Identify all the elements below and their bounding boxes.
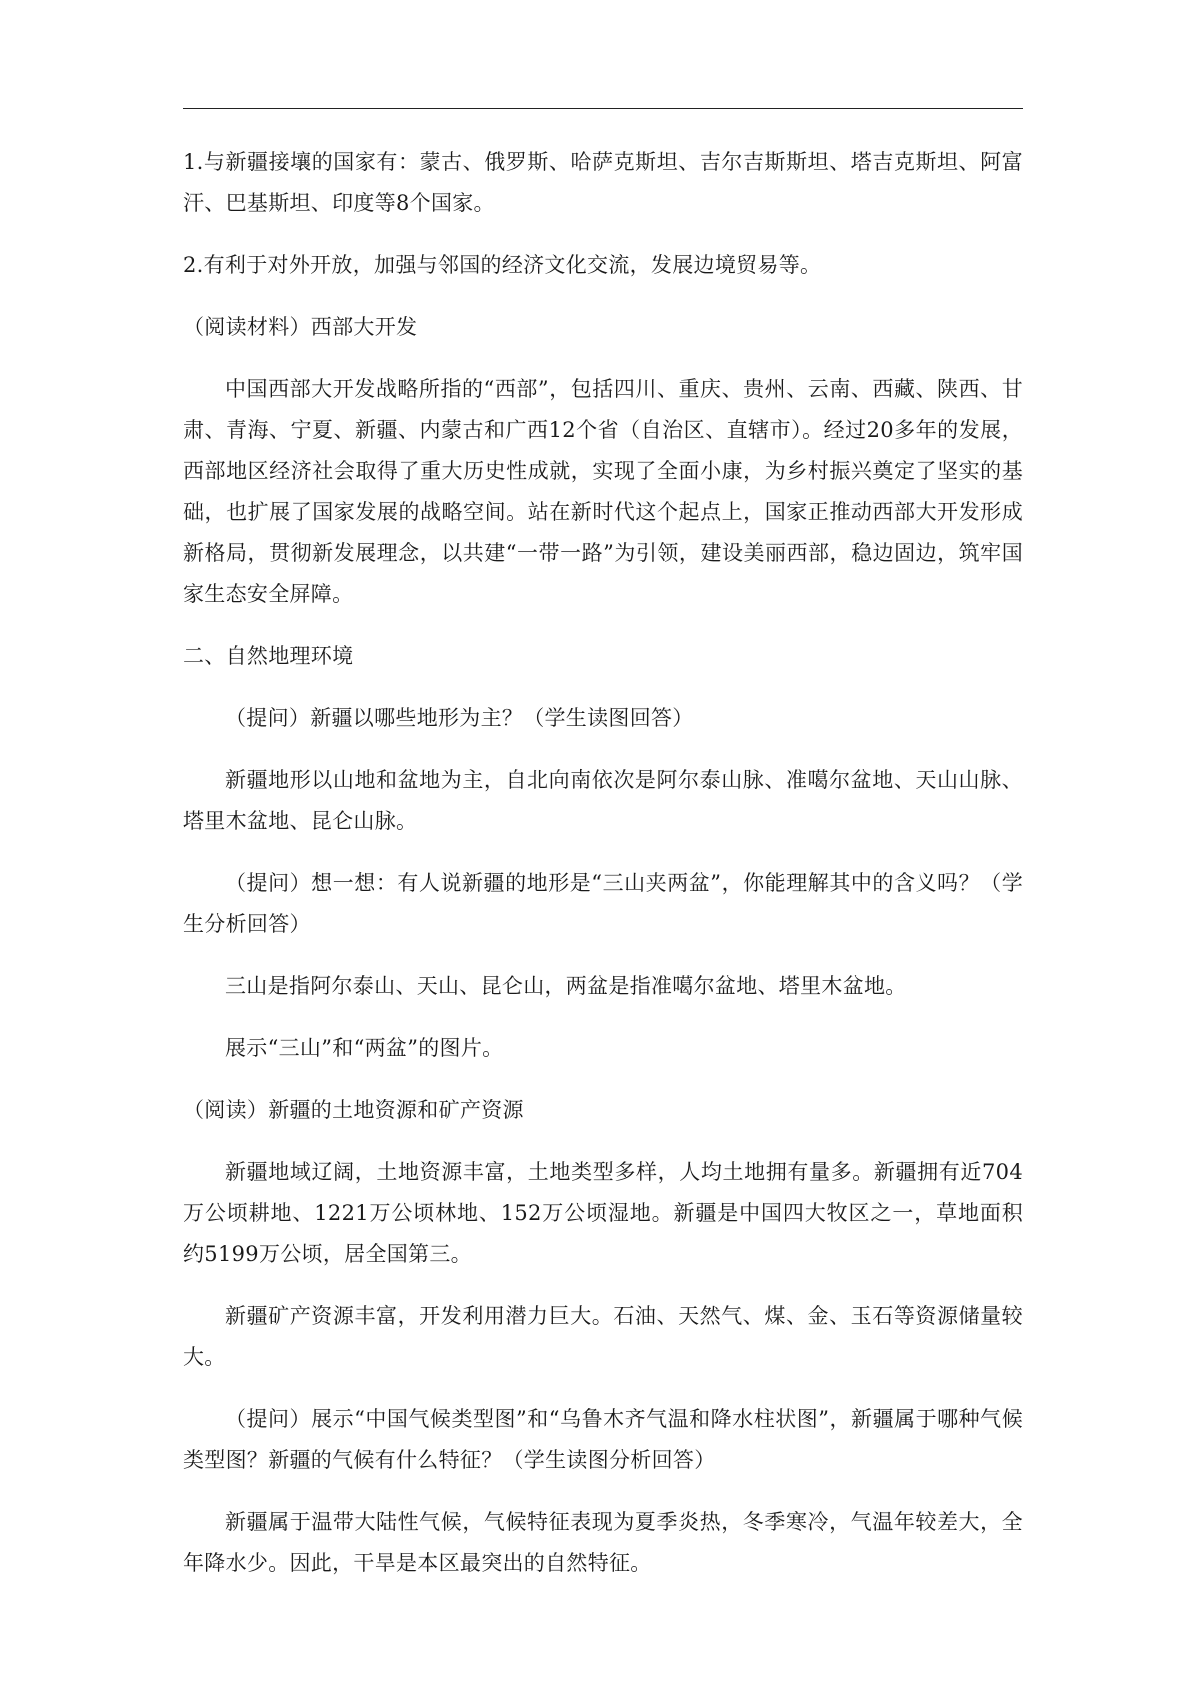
question-terrain: （提问）新疆以哪些地形为主？（学生读图回答） (225, 706, 694, 730)
reading-heading-resources: （阅读）新疆的土地资源和矿产资源 (183, 1098, 524, 1122)
answer-three-mountains: 三山是指阿尔泰山、天山、昆仑山，两盆是指准噶尔盆地、塔里木盆地。 (225, 974, 907, 998)
paragraph-land-resources: 新疆地域辽阔，土地资源丰富，土地类型多样，人均土地拥有量多。新疆拥有近704万公顷耕地、1221万公顷林地、152万公顷湿地。新疆是中国四大牧区之一，草地面积约5199万公顷，居全国第三。 (183, 1160, 1023, 1266)
question-three-mountains: （提问）想一想：有人说新疆的地形是“三山夹两盆”，你能理解其中的含义吗？（学生分析回答） (183, 871, 1023, 936)
paragraph-open-trade: 2.有利于对外开放，加强与邻国的经济文化交流，发展边境贸易等。 (183, 253, 822, 277)
section-heading-natural-geography: 二、自然地理环境 (183, 644, 354, 668)
answer-climate: 新疆属于温带大陆性气候，气候特征表现为夏季炎热，冬季寒冷，气温年较差大，全年降水少。因此，干旱是本区最突出的自然特征。 (183, 1510, 1023, 1575)
header-rule (183, 108, 1023, 109)
paragraph-neighbor-countries: 1.与新疆接壤的国家有：蒙古、俄罗斯、哈萨克斯坦、吉尔吉斯斯坦、塔吉克斯坦、阿富汗、巴基斯坦、印度等8个国家。 (183, 150, 1023, 215)
answer-terrain: 新疆地形以山地和盆地为主，自北向南依次是阿尔泰山脉、准噶尔盆地、天山山脉、塔里木盆地、昆仑山脉。 (183, 768, 1023, 833)
document-body (183, 142, 1023, 1605)
reading-material-heading: （阅读材料）西部大开发 (183, 315, 418, 339)
paragraph-mineral-resources: 新疆矿产资源丰富，开发利用潜力巨大。石油、天然气、煤、金、玉石等资源储量较大。 (183, 1304, 1023, 1369)
question-climate: （提问）展示“中国气候类型图”和“乌鲁木齐气温和降水柱状图”，新疆属于哪种气候类型图？新疆的气候有什么特征？（学生读图分析回答） (183, 1407, 1023, 1472)
paragraph-western-development: 中国西部大开发战略所指的“西部”，包括四川、重庆、贵州、云南、西藏、陕西、甘肃、青海、宁夏、新疆、内蒙古和广西12个省（自治区、直辖市）。经过20多年的发展，西部地区经济社会取得了重大历史性成就，实现了全面小康，为乡村振兴奠定了坚实的基础，也扩展了国家发展的战略空间。站在新时代这个起点上，国家正推动西部大开发形成新格局，贯彻新发展理念，以共建“一带一路”为引领，建设美丽西部，稳边固边，筑牢国家生态安全屏障。 (183, 377, 1023, 606)
show-pictures-note: 展示“三山”和“两盆”的图片。 (225, 1036, 504, 1060)
